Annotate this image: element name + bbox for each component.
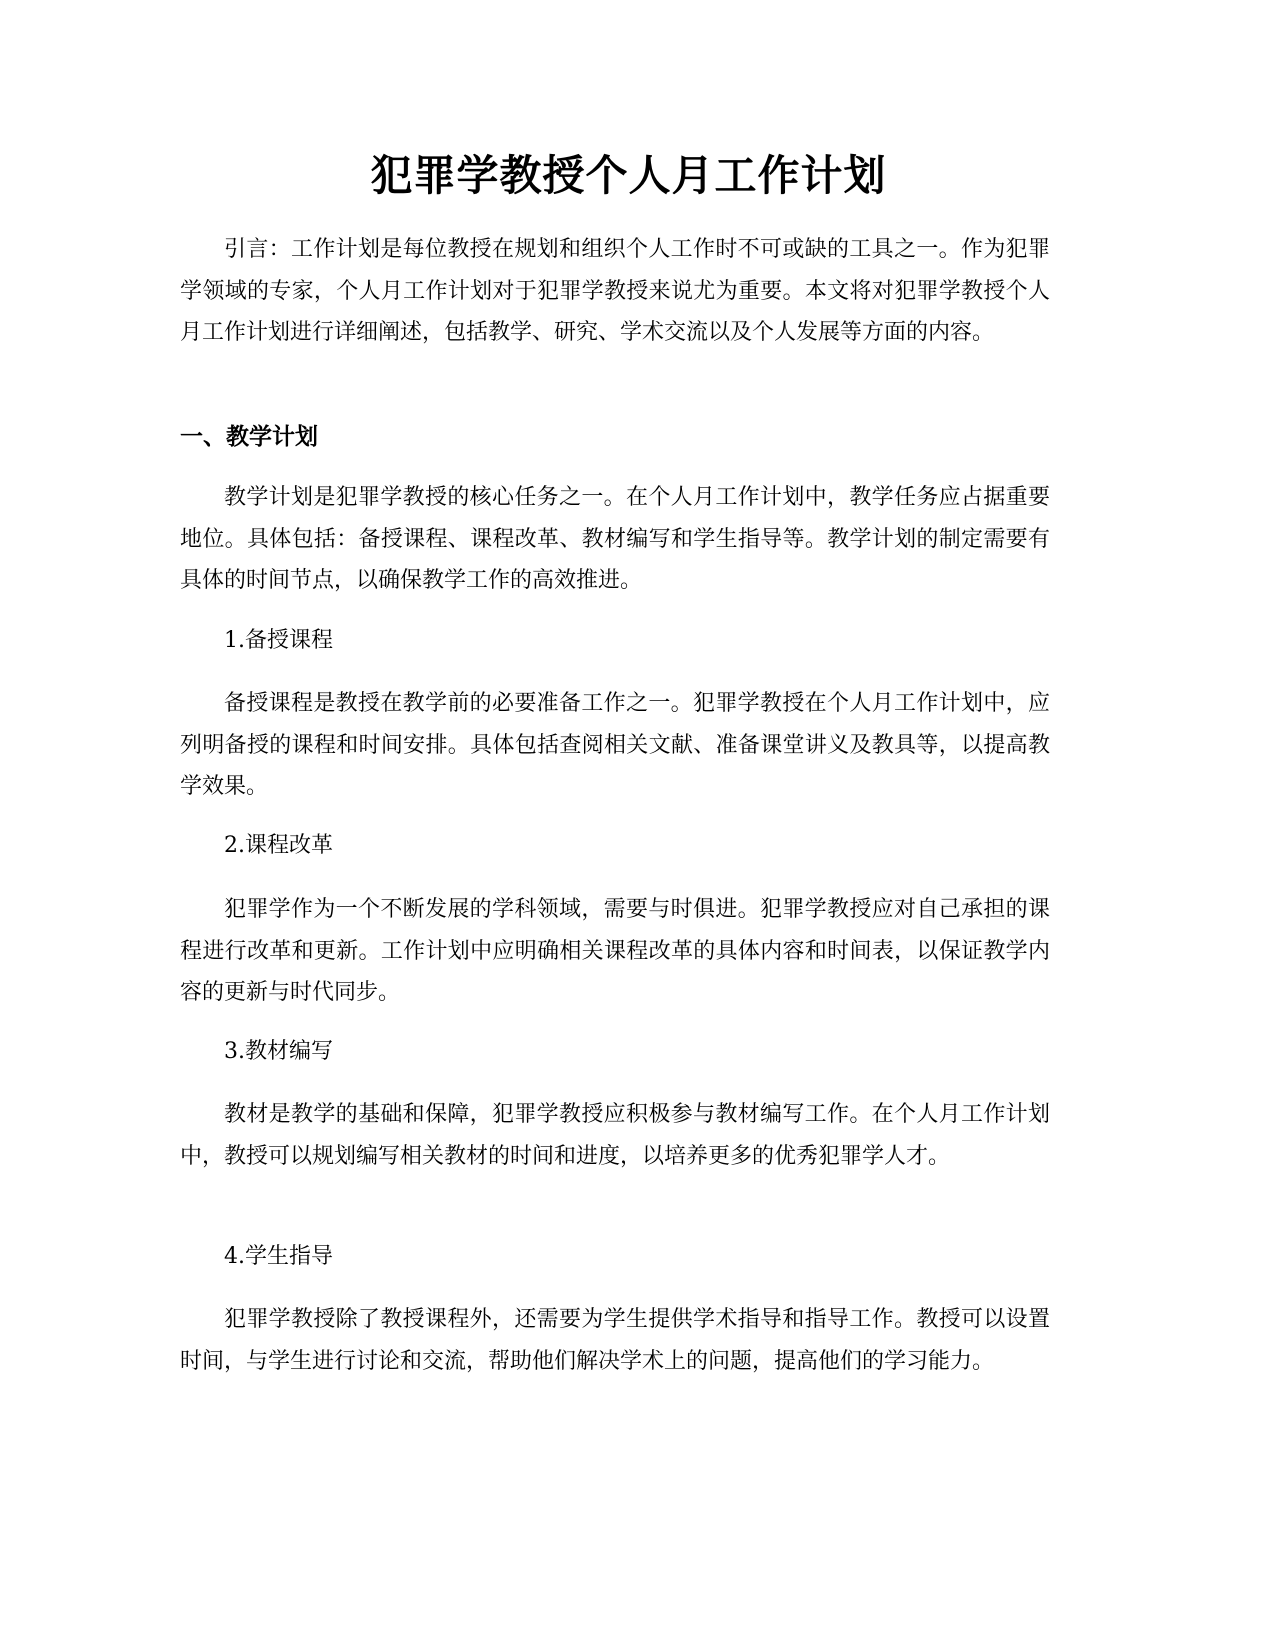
paragraph-course-preparation: 备授课程是教授在教学前的必要准备工作之一。犯罪学教授在个人月工作计划中，应列明备授的课程和时间安排。具体包括查阅相关文献、准备课堂讲义及教具等，以提高教学效果。	[180, 691, 1050, 799]
paragraph-student-guidance: 犯罪学教授除了教授课程外，还需要为学生提供学术指导和指导工作。教授可以设置时间，与学生进行讨论和交流，帮助他们解决学术上的问题，提高他们的学习能力。	[180, 1307, 1050, 1374]
section-intro-paragraph: 教学计划是犯罪学教授的核心任务之一。在个人月工作计划中，教学任务应占据重要地位。具体包括：备授课程、课程改革、教材编写和学生指导等。教学计划的制定需要有具体的时间节点，以确保教学工作的高效推进。	[180, 485, 1050, 593]
paragraph-course-reform: 犯罪学作为一个不断发展的学科领域，需要与时俱进。犯罪学教授应对自己承担的课程进行改革和更新。工作计划中应明确相关课程改革的具体内容和时间表，以保证教学内容的更新与时代同步。	[180, 897, 1050, 1005]
subheading-course-preparation: 1.备授课程	[224, 628, 333, 653]
paragraph-textbook-writing: 教材是教学的基础和保障，犯罪学教授应积极参与教材编写工作。在个人月工作计划中，教授可以规划编写相关教材的时间和进度，以培养更多的优秀犯罪学人才。	[180, 1102, 1050, 1169]
document-title: 犯罪学教授个人月工作计划	[370, 151, 887, 200]
subheading-textbook-writing: 3.教材编写	[224, 1039, 333, 1064]
section-heading-teaching-plan: 一、教学计划	[180, 424, 318, 450]
subheading-course-reform: 2.课程改革	[224, 833, 333, 858]
intro-paragraph: 引言：工作计划是每位教授在规划和组织个人工作时不可或缺的工具之一。作为犯罪学领域的专家，个人月工作计划对于犯罪学教授来说尤为重要。本文将对犯罪学教授个人月工作计划进行详细阐述，包括教学、研究、学术交流以及个人发展等方面的内容。	[180, 237, 1050, 345]
subheading-student-guidance: 4.学生指导	[224, 1244, 333, 1269]
